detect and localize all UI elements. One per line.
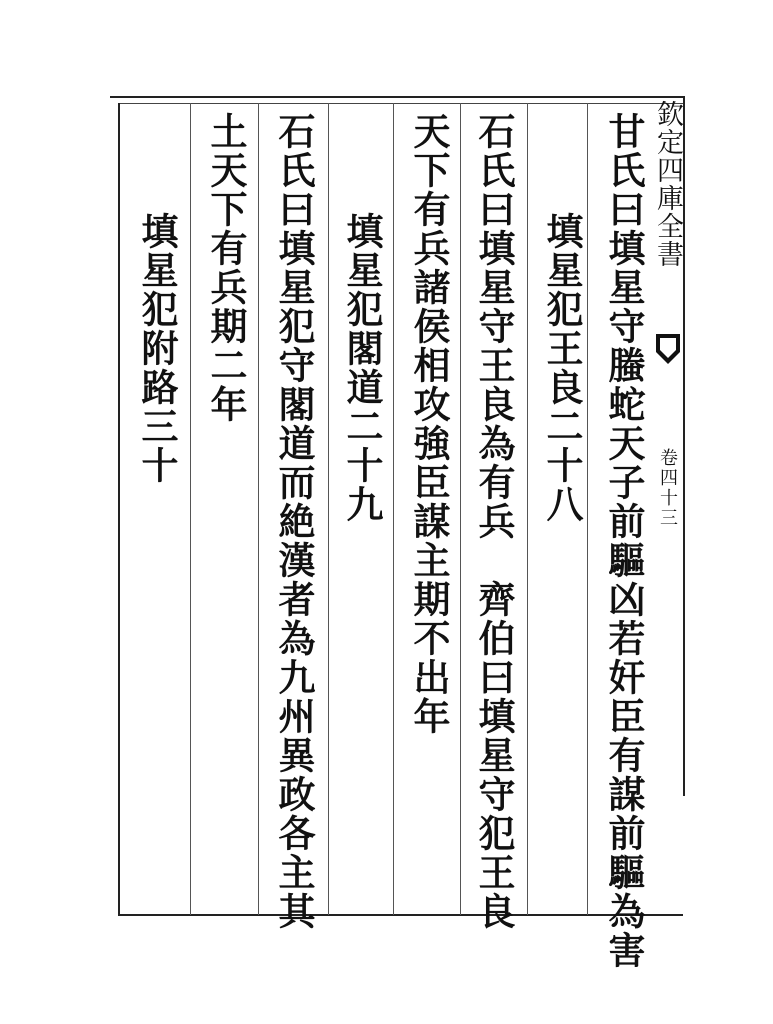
volume-label: 卷四十三 [657,448,678,528]
text-column-4: 天下有兵諸侯相攻強臣謀主期不出年 [407,112,451,736]
frame-left-line [118,103,120,915]
text-column-6: 石氏曰填星犯守閣道而絶漢者為九州異政各主其 [272,112,316,931]
text-column-1: 甘氏曰填星守螣蛇天子前驅凶若奸臣有謀前驅為害 [602,112,646,970]
frame-top-line [110,96,685,98]
column-divider [393,103,394,915]
column-divider [460,103,461,915]
column-divider [587,103,588,915]
frame-bottom-line [118,914,683,916]
text-column-5: 填星犯閣道二十九 [340,212,384,524]
column-divider [328,103,329,915]
column-divider [258,103,259,915]
column-divider [190,103,191,915]
text-column-7: 土天下有兵期二年 [204,112,248,424]
text-column-8: 填星犯附路三十 [135,212,179,485]
text-column-3: 石氏曰填星守王良為有兵 齊伯曰填星守犯王良 [472,112,516,931]
fish-tail-mark-icon [654,332,682,366]
column-divider [527,103,528,915]
frame-top-inner-line [118,103,683,104]
text-column-2: 填星犯王良二十八 [540,212,584,524]
book-title: 欽定四庫全書 [652,100,683,268]
